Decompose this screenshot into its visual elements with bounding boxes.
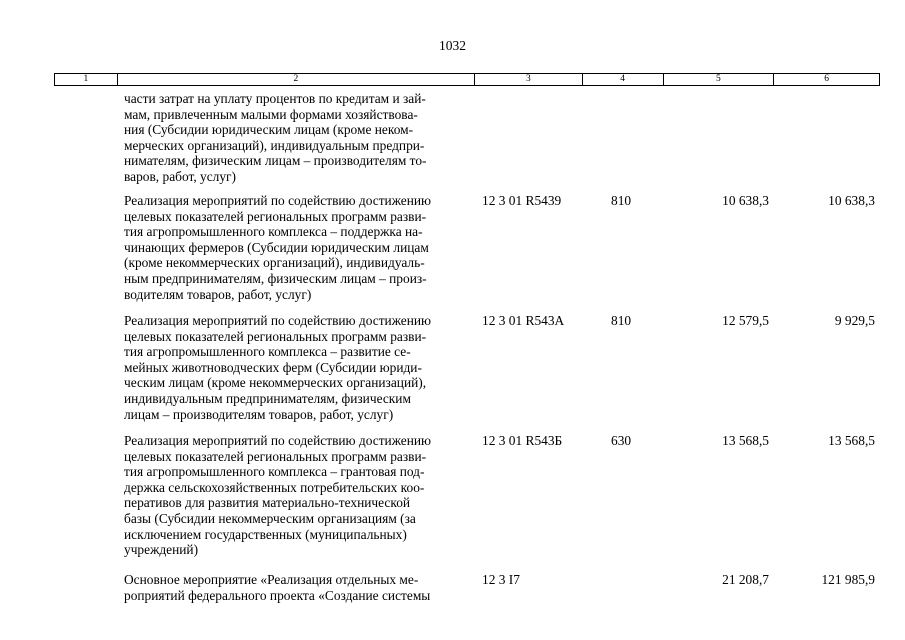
- name-line: мерческих организаций), индивидуальным предпри-: [124, 137, 425, 153]
- name-line: водителям товаров, работ, услуг): [124, 286, 312, 302]
- name-line: индивидуальным предпринимателям, физическим: [124, 390, 411, 406]
- name-line: (кроме некоммерческих организаций), индивидуаль-: [124, 255, 425, 271]
- name-line: базы (Субсидии некоммерческим организациям (за: [124, 510, 416, 526]
- name-line: держка сельскохозяйственных потребительских коо-: [124, 479, 425, 495]
- expense-type-code: 810: [611, 313, 632, 328]
- amount-col-6: 9 929,5: [834, 313, 875, 328]
- name-line: исключением государственных (муниципальных): [124, 526, 407, 542]
- table-row-name: [124, 572, 474, 603]
- expense-type-code: 630: [611, 433, 632, 448]
- table-header-row: [54, 73, 880, 86]
- name-line: целевых показателей региональных программ разви-: [124, 448, 427, 464]
- name-line: мейных животноводческих ферм (Субсидии юриди-: [124, 359, 422, 375]
- name-line: ным предпринимателям, физическим лицам – произ-: [124, 270, 427, 286]
- page-number: 1032: [439, 38, 466, 53]
- name-line: учреждений): [124, 542, 199, 558]
- amount-col-6: 13 568,5: [828, 433, 875, 448]
- name-line: целевых показателей региональных программ разви-: [124, 208, 427, 224]
- header-col-6: 6: [824, 74, 829, 84]
- name-line: Реализация мероприятий по содействию достижению: [124, 433, 432, 448]
- table-row-name: [124, 193, 474, 302]
- header-col-1: 1: [55, 74, 118, 85]
- name-line: Реализация мероприятий по содействию достижению: [124, 193, 432, 208]
- expense-type-code: 810: [611, 193, 632, 208]
- header-col-4: 4: [583, 74, 664, 85]
- header-col-3: 3: [475, 74, 583, 85]
- amount-col-5: 12 579,5: [722, 313, 769, 328]
- name-line: ния (Субсидии юридическим лицам (кроме неком-: [124, 122, 414, 138]
- name-line: целевых показателей региональных программ разви-: [124, 328, 427, 344]
- name-line: части затрат на уплату процентов по кредитам и зай-: [124, 91, 426, 106]
- amount-col-5: 13 568,5: [722, 433, 769, 448]
- name-line: тия агропромышленного комплекса – поддержка на-: [124, 224, 423, 240]
- amount-col-5: 10 638,3: [722, 193, 769, 208]
- name-line: Реализация мероприятий по содействию достижению: [124, 313, 432, 328]
- table-row-name: [124, 91, 474, 185]
- header-col-2: 2: [118, 74, 475, 85]
- name-line: роприятий федерального проекта «Создание системы: [124, 587, 431, 603]
- name-line: тия агропромышленного комплекса – грантовая под-: [124, 464, 425, 480]
- target-article-code: 12 3 01 R5439: [482, 193, 562, 208]
- amount-col-5: 21 208,7: [722, 572, 769, 587]
- name-line: нимателям, физическим лицам – производителям то-: [124, 153, 427, 169]
- table-row-name: [124, 313, 474, 422]
- amount-col-6: 10 638,3: [828, 193, 875, 208]
- name-line: мам, привлеченным малыми формами хозяйствова-: [124, 106, 418, 122]
- table-row-name: [124, 433, 474, 558]
- name-line: перативов для развития материально-технической: [124, 495, 411, 511]
- name-line: ческим лицам (кроме некоммерческих организаций),: [124, 375, 427, 391]
- target-article-code: 12 3 I7: [482, 572, 520, 587]
- name-line: варов, работ, услуг): [124, 168, 236, 184]
- name-line: Основное мероприятие «Реализация отдельных ме-: [124, 572, 419, 587]
- header-col-5: 5: [664, 74, 775, 85]
- target-article-code: 12 3 01 R543Б: [482, 433, 563, 448]
- name-line: чинающих фермеров (Субсидии юридическим лицам: [124, 239, 429, 255]
- target-article-code: 12 3 01 R543А: [482, 313, 565, 328]
- amount-col-6: 121 985,9: [821, 572, 875, 587]
- name-line: тия агропромышленного комплекса – развитие се-: [124, 344, 411, 360]
- name-line: лицам – производителям товаров, работ, услуг): [124, 406, 394, 422]
